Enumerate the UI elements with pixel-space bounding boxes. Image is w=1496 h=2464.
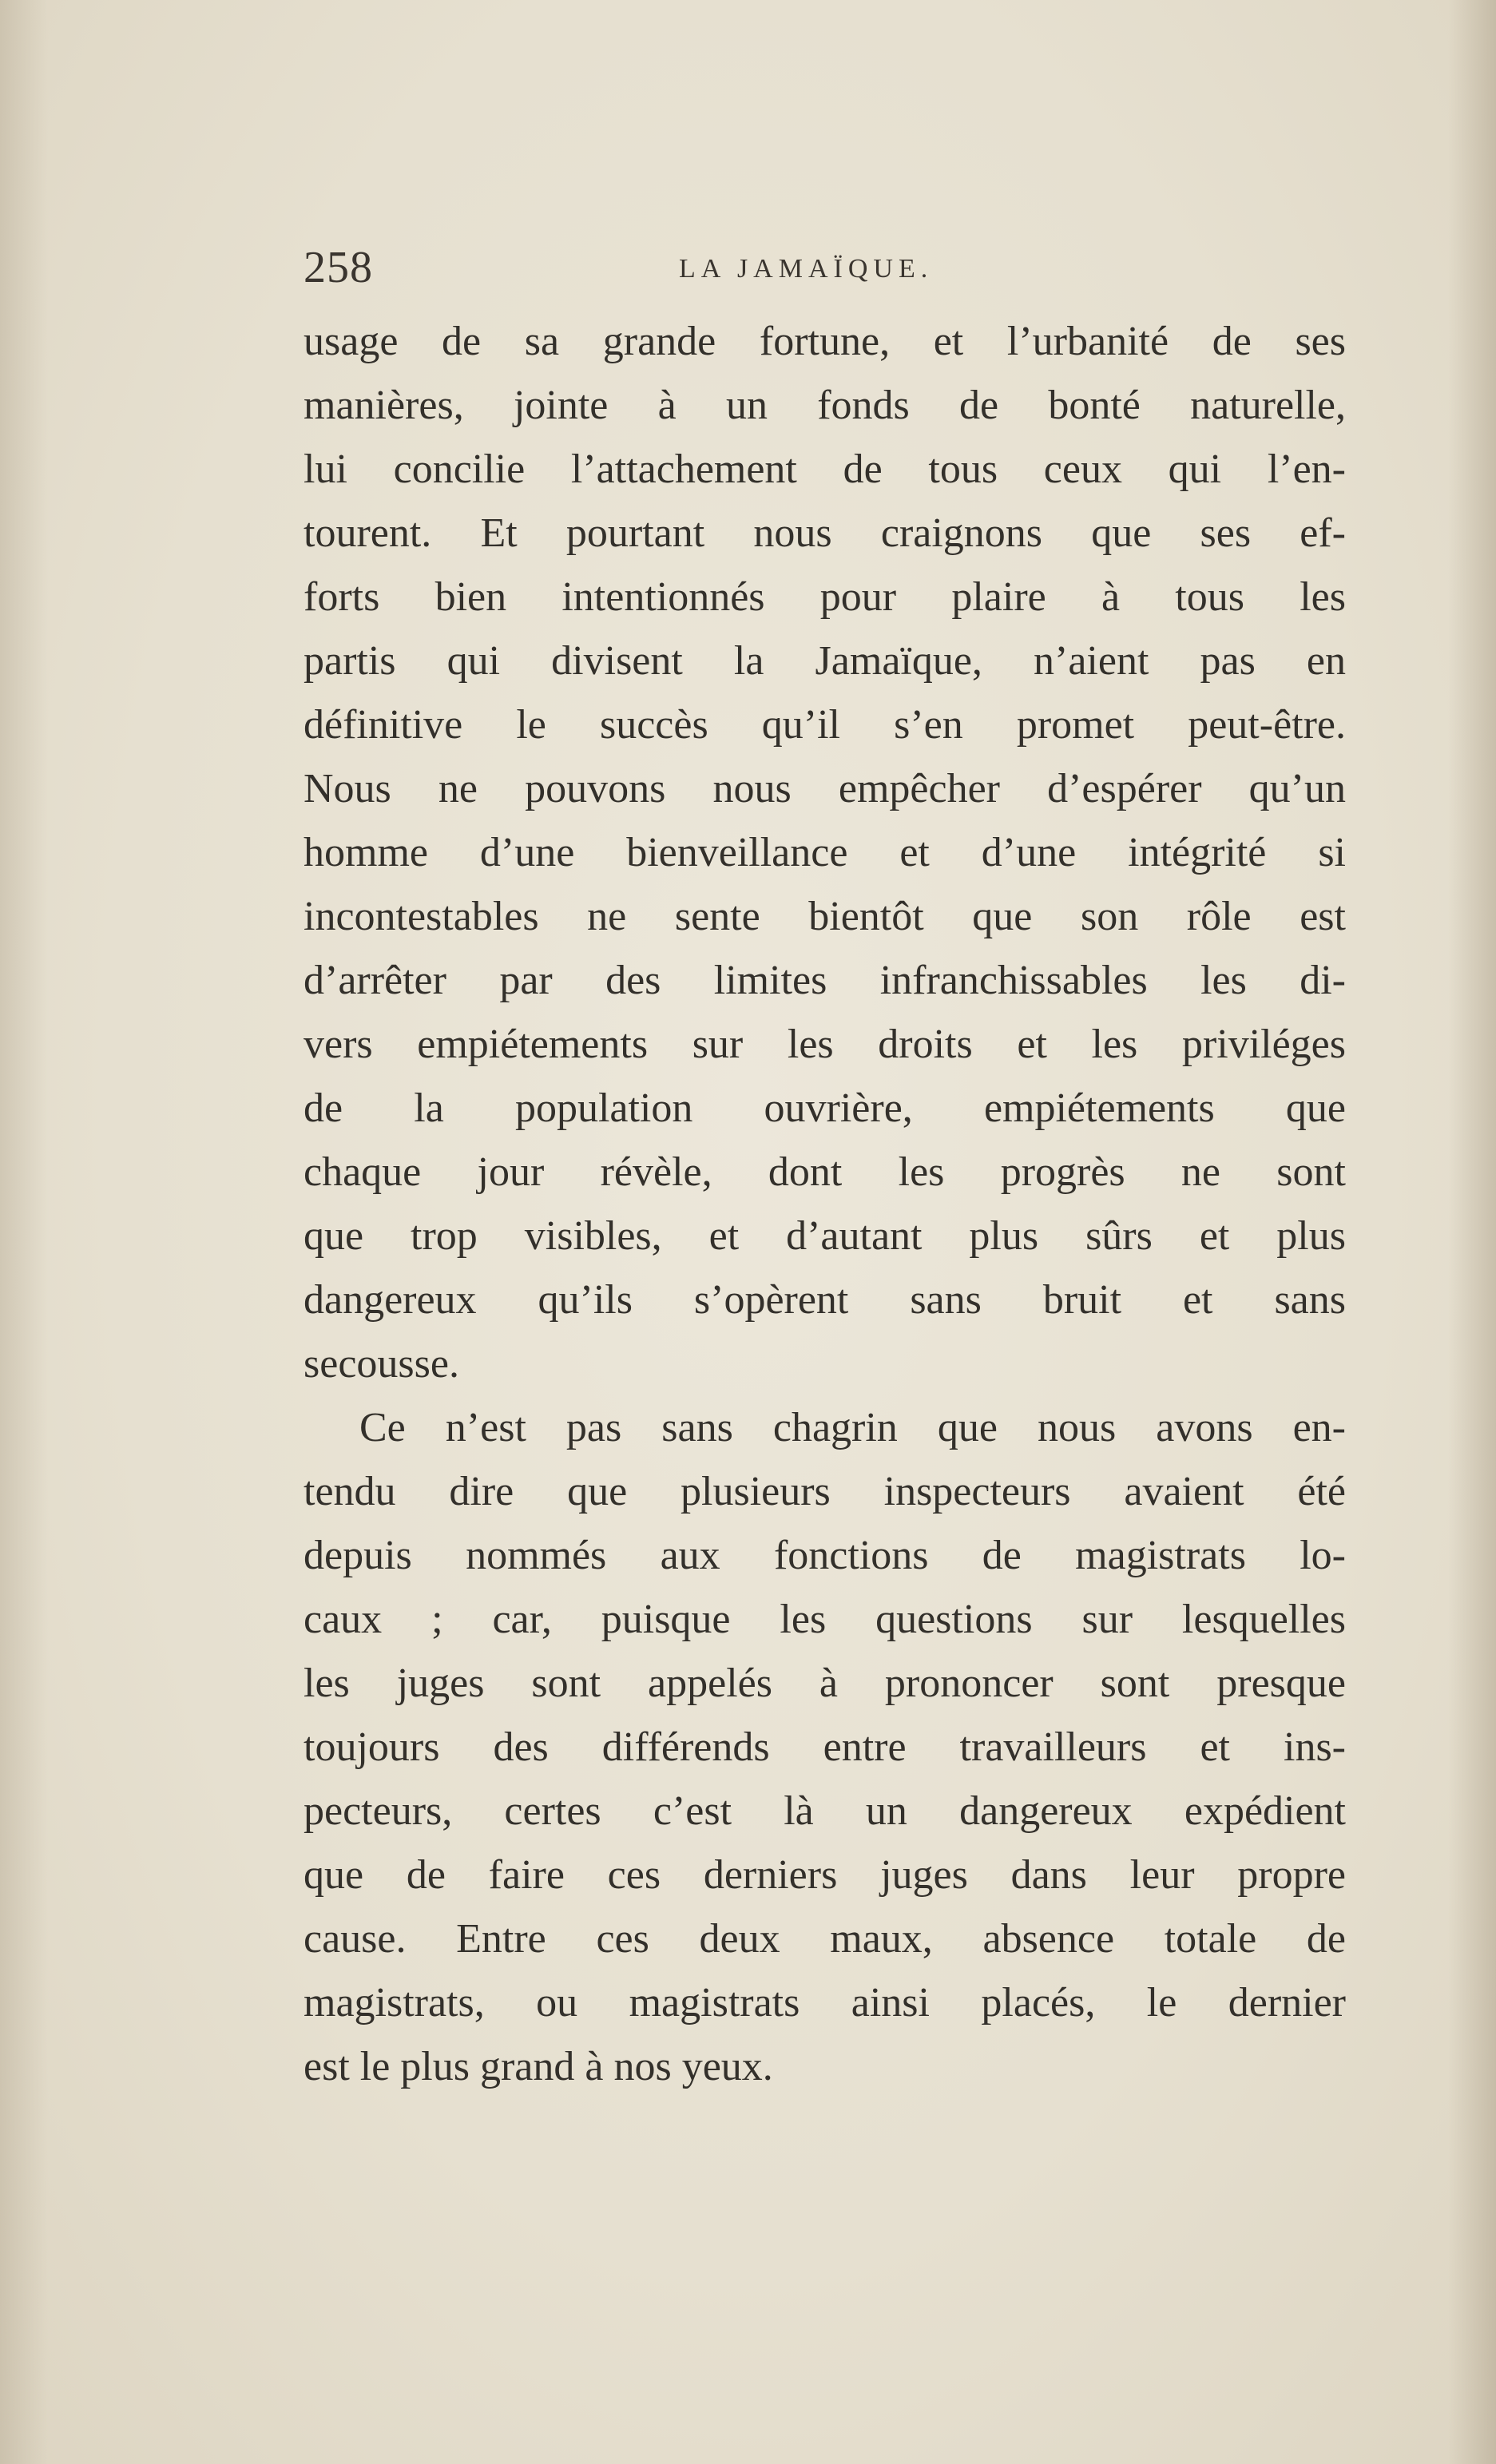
text-line: Ce n’est pas sans chagrin que nous avons en- (359, 1405, 1346, 1450)
text-line: homme d’une bienveillance et d’une intégrité si (304, 830, 1346, 875)
text-line: incontestables ne sente bientôt que son rôle est (304, 894, 1346, 939)
text-line: manières, jointe à un fonds de bonté naturelle, (304, 383, 1346, 428)
text-line: les juges sont appelés à prononcer sont presque (304, 1661, 1346, 1706)
text-line: forts bien intentionnés pour plaire à tous les (304, 574, 1346, 620)
running-title: LA JAMAÏQUE. (679, 254, 934, 284)
text-line: Nous ne pouvons nous empêcher d’espérer qu’un (304, 766, 1346, 811)
page-edge-shadow-left (0, 0, 48, 2464)
text-line: définitive le succès qu’il s’en promet peut-être. (304, 702, 1346, 748)
text-line: cause. Entre ces deux maux, absence totale de (304, 1916, 1346, 1962)
text-line: magistrats, ou magistrats ainsi placés, le dernier (304, 1980, 1346, 2026)
page-header (304, 232, 1342, 304)
text-line: de la population ouvrière, empiétements que (304, 1085, 1346, 1131)
text-line: est le plus grand à nos yeux. (304, 2044, 773, 2089)
text-line: chaque jour révèle, dont les progrès ne sont (304, 1149, 1346, 1195)
text-line: partis qui divisent la Jamaïque, n’aient pas en (304, 638, 1346, 684)
text-line: lui concilie l’attachement de tous ceux qui l’en- (304, 446, 1346, 492)
paragraph-1 (304, 310, 1346, 1396)
text-line: tourent. Et pourtant nous craignons que ses ef- (304, 510, 1346, 556)
body-text (304, 310, 1346, 2099)
text-line: depuis nommés aux fonctions de magistrats lo- (304, 1533, 1346, 1578)
text-line: que de faire ces derniers juges dans leur propre (304, 1852, 1346, 1898)
text-line: que trop visibles, et d’autant plus sûrs et plus (304, 1213, 1346, 1259)
text-line: pecteurs, certes c’est là un dangereux expédient (304, 1788, 1346, 1834)
text-line: tendu dire que plusieurs inspecteurs avaient été (304, 1469, 1346, 1514)
page-edge-shadow-right (1448, 0, 1496, 2464)
text-line: d’arrêter par des limites infranchissables les di- (304, 958, 1346, 1003)
text-line: vers empiétements sur les droits et les priviléges (304, 1022, 1346, 1067)
text-line: toujours des différends entre travailleurs et ins- (304, 1724, 1346, 1770)
text-line: dangereux qu’ils s’opèrent sans bruit et sans (304, 1277, 1346, 1323)
text-line: usage de sa grande fortune, et l’urbanité de ses (304, 319, 1346, 364)
page-number: 258 (304, 243, 373, 292)
paragraph-2 (304, 1396, 1346, 2099)
text-line: caux ; car, puisque les questions sur lesquelles (304, 1597, 1346, 1642)
text-line: secousse. (304, 1341, 459, 1387)
